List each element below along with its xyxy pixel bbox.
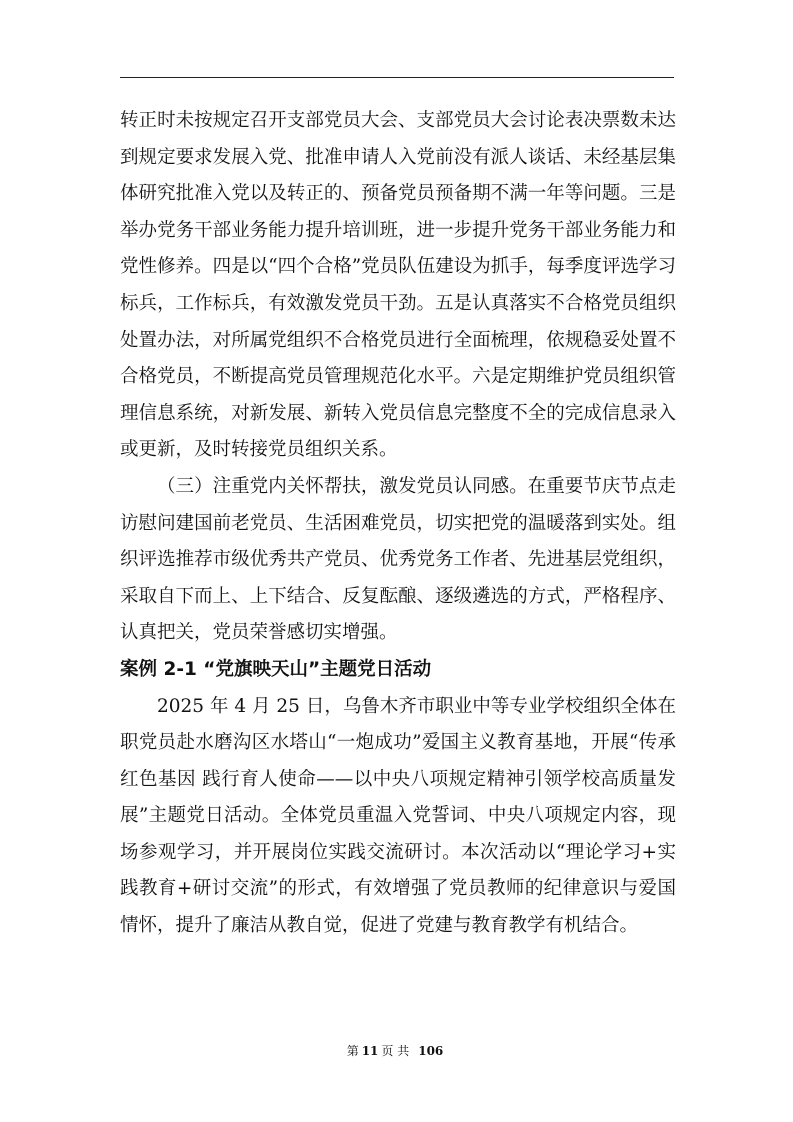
paragraph-section-three: （三）注重党内关怀帮扶，激发党员认同感。在重要节庆节点走访慰问建国前老党员、生活困难党员，切实把党的温暖落到实处。组织评选推荐市级优秀共产党员、优秀党务工作者、先进基层党组织，采取自下而上、上下结合、反复酝酿、逐级遴选的方式，严格程序、认真把关，党员荣誉感切实增强。 <box>120 475 676 644</box>
paragraph-case-description: 2025 年 4 月 25 日，乌鲁木齐市职业中等专业学校组织全体在职党员赴水磨沟区水塔山“一炮成功”爱国主义教育基地，开展“传承红色基因 践行育人使命——以中央八项规定精神引领学校高质量发展”主题党日活动。全体党员重温入党誓词、中央八项规定内容，现场参观学习，并开展岗位实践交流研讨。本次活动以“理论学习+实践教育+研讨交流”的形式，有效增强了党员教师的纪律意识与爱国情怀，提升了廉洁从教自觉，促进了党建与教育教学有机结合。 <box>120 695 676 937</box>
paragraph-continuation: 转正时未按规定召开支部党员大会、支部党员大会讨论表决票数未达到规定要求发展入党、批准申请人入党前没有派人谈话、未经基层集体研究批准入党以及转正的、预备党员预备期不满一年等问题。三是举办党务干部业务能力提升培训班，进一步提升党务干部业务能力和党性修养。四是以“四个合格”党员队伍建设为抓手，每季度评选学习标兵，工作标兵，有效激发党员干劲。五是认真落实不合格党员组织处置办法，对所属党组织不合格党员进行全面梳理，依规稳妥处置不合格党员，不断提高党员管理规范化水平。六是定期维护党员组织管理信息系统，对新发展、新转入党员信息完整度不全的完成信息录入或更新，及时转接党员组织关系。 <box>120 110 676 461</box>
page-footer <box>0 1044 793 1058</box>
page-number: 11 <box>361 1044 379 1058</box>
page-total: 106 <box>418 1044 444 1058</box>
document-body <box>120 103 676 945</box>
footer-middle: 页 共 <box>381 1044 410 1058</box>
footer-prefix: 第 <box>346 1044 359 1058</box>
case-heading: 案例 2-1 “党旗映天山”主题党日活动 <box>120 658 432 680</box>
header-rule <box>120 77 674 78</box>
